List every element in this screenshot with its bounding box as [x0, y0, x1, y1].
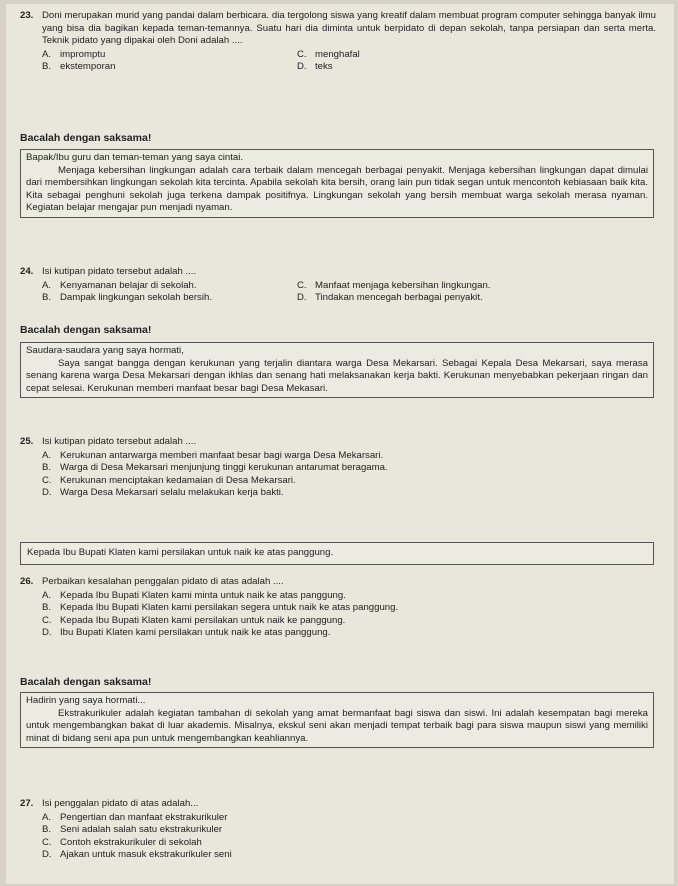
option-b[interactable]: B. Seni adalah salah satu ekstrakurikuler: [42, 824, 223, 836]
option-b[interactable]: B. ekstemporan: [42, 61, 116, 73]
option-d[interactable]: D. Warga Desa Mekarsari selalu melakukan kerja bakti.: [42, 487, 284, 499]
options: [42, 812, 656, 862]
option-d[interactable]: D. Tindakan mencegah berbagai penyakit.: [297, 292, 483, 304]
speech-paragraph: Saya sangat bangga dengan kerukunan yang terjalin diantara warga Desa Mekarsari. Sebagai Kepala Desa Mekarsari, saya merasa senang karena warga Desa Mekarsari dengan ikhlas dan senang hati melaksanakan kerja bakti. Kerukunan menyebabkan pekerjaan ringan dan cepat selesai. Kerukunan memberi manfaat besar bagi Desa Mekasari.: [26, 357, 648, 394]
option-a[interactable]: A. Pengertian dan manfaat ekstrakurikuler: [42, 811, 228, 823]
worksheet-page: [6, 4, 674, 884]
option-c[interactable]: C. Contoh ekstrakurikuler di sekolah: [42, 836, 202, 848]
speech-excerpt-box: [20, 149, 654, 218]
speech-greeting: Hadirin yang saya hormati...: [26, 695, 146, 706]
speech-greeting: Bapak/Ibu guru dan teman-teman yang saya cintai.: [26, 152, 244, 163]
speech-paragraph: Menjaga kebersihan lingkungan adalah cara terbaik dalam mencegah berbagai penyakit. Menjaga kebersihan lingkungan dapat dimulai dari membersihkan lingkungan sekolah kita tercinta. Apabila sekolah kita bersih, orang lain pun tidak segan untuk mencontoh kebiasaan baik kita. Kita sebagai penghuni sekolah juga terkena dampak positifnya. Lingkungan sekolah yang bersih membuat warga sekolah merasa nyaman. Kegiatan belajar mengajar pun menjadi nyaman.: [26, 164, 648, 214]
option-b[interactable]: B. Dampak lingkungan sekolah bersih.: [42, 292, 212, 304]
question-25: [20, 436, 656, 500]
option-a[interactable]: A. Kerukunan antarwarga memberi manfaat besar bagi warga Desa Mekarsari.: [42, 449, 384, 461]
speech-greeting: Saudara-saudara yang saya hormati,: [26, 345, 184, 356]
option-d[interactable]: D. teks: [297, 61, 333, 73]
speech-excerpt-box: [20, 542, 654, 565]
options: [42, 590, 656, 640]
question-23: [20, 10, 656, 74]
question-text: Isi kutipan pidato tersebut adalah ....: [42, 436, 197, 447]
option-b[interactable]: B. Kepada Ibu Bupati Klaten kami persilakan segera untuk naik ke atas panggung.: [42, 602, 399, 614]
speech-sentence: Kepada Ibu Bupati Klaten kami persilakan untuk naik ke atas panggung.: [27, 547, 334, 558]
question-text: Isi kutipan pidato tersebut adalah ....: [42, 266, 197, 277]
question-number: 23.: [20, 10, 34, 21]
options: [42, 450, 656, 500]
speech-paragraph: Ekstrakurikuler adalah kegiatan tambahan di sekolah yang amat bermanfaat bagi siswa dan siswi. Ini adalah kesempatan bagi mereka untuk mengembangkan bakat di luar akademis. Misalnya, ekskul seni akan menjadi tempat terbaik bagi para siswa maupun siswi yang memiliki minat di bidang seni apa pun untuk mengembangkan keahliannya.: [26, 707, 648, 744]
option-c[interactable]: C. menghafal: [297, 48, 360, 60]
option-a[interactable]: A. Kepada Ibu Bupati Klaten kami minta untuk naik ke atas panggung.: [42, 589, 346, 601]
speech-excerpt-box: [20, 692, 654, 748]
option-a[interactable]: A. impromptu: [42, 48, 106, 60]
option-b[interactable]: B. Warga di Desa Mekarsari menjunjung tinggi kerukunan antarumat beragama.: [42, 462, 388, 474]
section-heading: Bacalah dengan saksama!: [20, 324, 152, 336]
question-27: [20, 798, 656, 862]
option-c[interactable]: C. Kerukunan menciptakan kedamaian di Desa Mekarsari.: [42, 474, 296, 486]
question-text: Isi penggalan pidato di atas adalah...: [42, 798, 199, 809]
options: [42, 49, 656, 74]
question-number: 24.: [20, 266, 34, 277]
question-number: 25.: [20, 436, 34, 447]
option-a[interactable]: A. Kenyamanan belajar di sekolah.: [42, 279, 197, 291]
option-d[interactable]: D. Ajakan untuk masuk ekstrakurikuler seni: [42, 849, 232, 861]
options: [42, 280, 656, 305]
section-heading: Bacalah dengan saksama!: [20, 132, 152, 144]
question-number: 27.: [20, 798, 34, 809]
section-heading: Bacalah dengan saksama!: [20, 676, 152, 688]
speech-excerpt-box: [20, 342, 654, 398]
question-24: [20, 266, 656, 305]
question-number: 26.: [20, 576, 34, 587]
question-text: Doni merupakan murid yang pandai dalam berbicara. dia tergolong siswa yang kreatif dalam membuat program computer sehingga banyak ilmu yang bisa dia bagikan kepada teman-temannya. Suatu hari dia diminta untuk berpidato di depan sekolah, tanpa persiapan dan serta merta. Teknik pidato yang dipakai oleh Doni adalah ....: [42, 10, 656, 47]
question-text: Perbaikan kesalahan penggalan pidato di atas adalah ....: [42, 576, 284, 587]
option-d[interactable]: D. Ibu Bupati Klaten kami persilakan untuk naik ke atas panggung.: [42, 627, 331, 639]
option-c[interactable]: C. Manfaat menjaga kebersihan lingkungan.: [297, 279, 491, 291]
option-c[interactable]: C. Kepada Ibu Bupati Klaten kami persilakan untuk naik ke panggung.: [42, 614, 346, 626]
question-26: [20, 576, 656, 640]
